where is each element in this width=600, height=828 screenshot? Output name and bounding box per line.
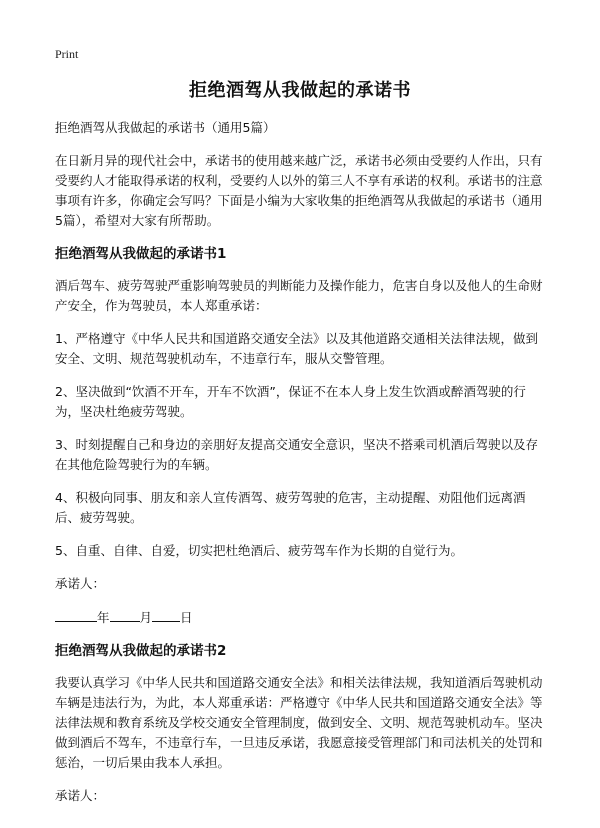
section2-body: 我要认真学习《中华人民共和国道路交通安全法》和相关法律法规，我知道酒后驾驶机动车辆是违法行为，为此，本人郑重承诺：严格遵守《中华人民共和国道路交通安全法》等法律法规和教育系统及学校交通安全管理制度，做到安全、文明、规范驾驶机动车。坚决做到酒后不驾车，不违章行车，一旦违反承诺，我愿意接受管理部门和司法机关的处罚和惩治，一切后果由我本人承担。 — [55, 675, 543, 770]
month-label: 月 — [139, 610, 153, 625]
day-label: 日 — [180, 610, 193, 625]
section1-lead: 酒后驾车、疲劳驾驶严重影响驾驶员的判断能力及操作能力，危害自身以及他人的生命财产安全，作为驾驶员，本人郑重承诺： — [55, 278, 543, 313]
section1-item-5: 5、自重、自律、自爱，切实把杜绝酒后、疲劳驾车作为长期的自觉行为。 — [55, 543, 463, 558]
document-body — [55, 118, 550, 819]
section1-heading: 拒绝酒驾从我做起的承诺书1 — [55, 246, 227, 262]
document-subtitle: 拒绝酒驾从我做起的承诺书（通用5篇） — [55, 120, 276, 135]
section2-heading: 拒绝酒驾从我做起的承诺书2 — [55, 643, 227, 659]
day-blank — [152, 607, 180, 622]
section2-signer: 承诺人： — [55, 788, 106, 803]
section1-item-3: 3、时刻提醒自己和身边的亲朋好友提高交通安全意识，坚决不搭乘司机酒后驾驶以及存在其他危险驾驶行为的车辆。 — [55, 437, 538, 472]
intro-paragraph: 在日新月异的现代社会中，承诺书的使用越来越广泛，承诺书必须由受要约人作出，只有受要约人才能取得承诺的权利，受要约人以外的第三人不享有承诺的权利。承诺书的注意事项有许多，你确定会写吗？下面是小编为大家收集的拒绝酒驾从我做起的承诺书（通用5篇），希望对大家有所帮助。 — [55, 153, 543, 228]
month-blank — [110, 607, 140, 622]
section1-date-line — [55, 607, 550, 628]
section1-item-4: 4、积极向同事、朋友和亲人宣传酒驾、疲劳驾驶的危害，主动提醒、劝阻他们远离酒后、疲劳驾驶。 — [55, 490, 526, 525]
print-link[interactable]: Print — [55, 47, 79, 61]
section1-signer: 承诺人： — [55, 576, 106, 591]
section1-item-1: 1、严格遵守《中华人民共和国道路交通安全法》以及其他道路交通相关法律法规，做到安全、文明、规范驾驶机动车，不违章行车，服从交警管理。 — [55, 331, 538, 366]
section1-item-2: 2、坚决做到“饮酒不开车，开车不饮酒”，保证不在本人身上发生饮酒或醉酒驾驶的行为，坚决杜绝疲劳驾驶。 — [55, 384, 526, 419]
year-blank — [55, 607, 97, 622]
year-label: 年 — [97, 610, 110, 625]
page-title: 拒绝酒驾从我做起的承诺书 — [189, 80, 411, 101]
